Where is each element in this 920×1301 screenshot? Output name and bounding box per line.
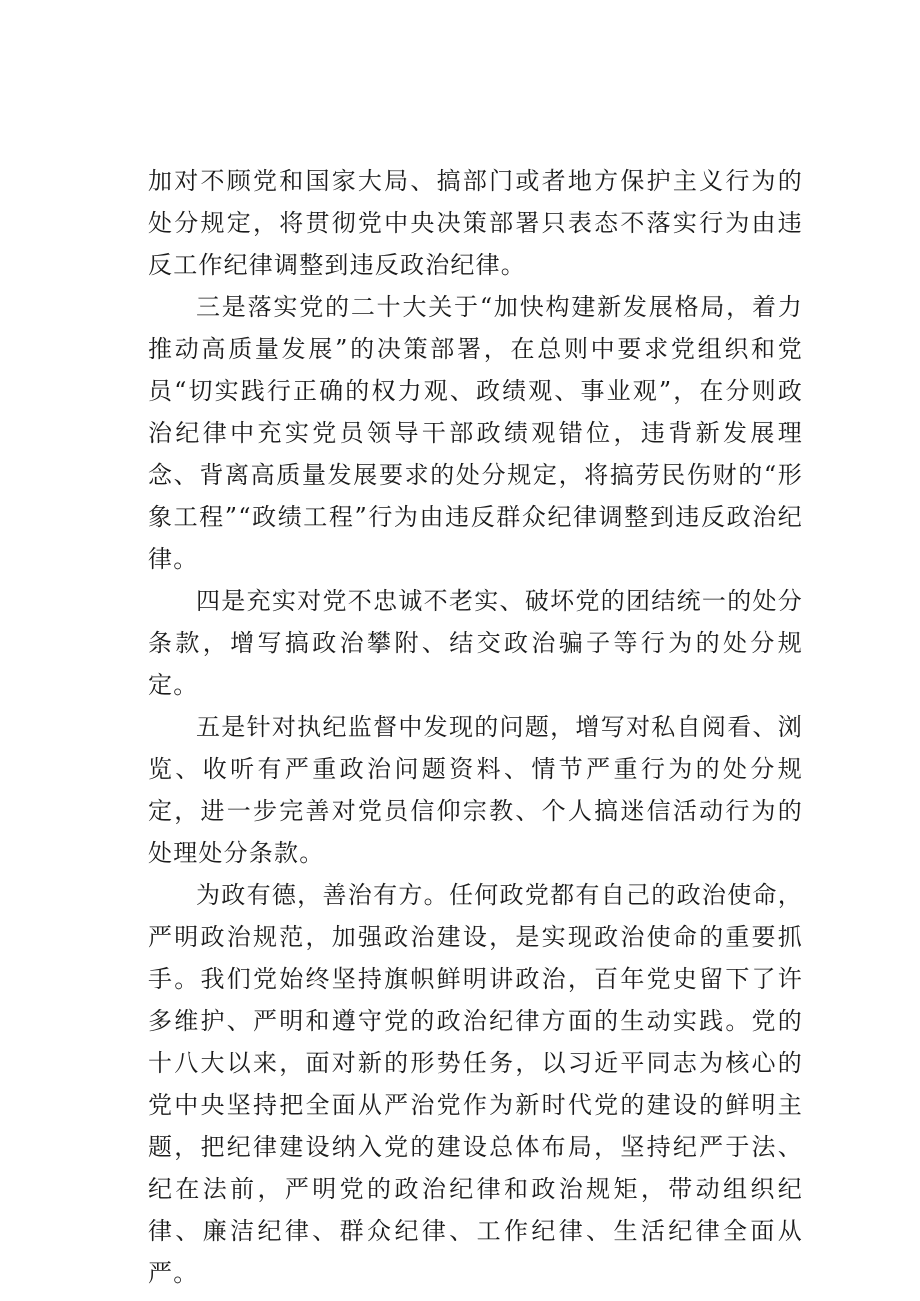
paragraph-continuation: 加对不顾党和国家大局、搞部门或者地方保护主义行为的处分规定，将贯彻党中央决策部署只表态不落实行为由违反工作纪律调整到违反政治纪律。 <box>148 167 803 279</box>
paragraph-point-five: 五是针对执纪监督中发现的问题，增写对私自阅看、浏览、收听有严重政治问题资料、情节严重行为的处分规定，进一步完善对党员信仰宗教、个人搞迷信活动行为的处理处分条款。 <box>148 713 803 867</box>
paragraph-conclusion: 为政有德，善治有方。任何政党都有自己的政治使命，严明政治规范，加强政治建设，是实现政治使命的重要抓手。我们党始终坚持旗帜鲜明讲政治，百年党史留下了许多维护、严明和遵守党的政治纪律方面的生动实践。党的十八大以来，面对新的形势任务，以习近平同志为核心的党中央坚持把全面从严治党作为新时代党的建设的鲜明主题，把纪律建设纳入党的建设总体布局，坚持纪严于法、纪在法前，严明党的政治纪律和政治规矩，带动组织纪律、廉洁纪律、群众纪律、工作纪律、生活纪律全面从严。 <box>148 881 803 1287</box>
paragraph-point-four: 四是充实对党不忠诚不老实、破坏党的团结统一的处分条款，增写搞政治攀附、结交政治骗子等行为的处分规定。 <box>148 587 803 699</box>
paragraph-point-three: 三是落实党的二十大关于“加快构建新发展格局，着力推动高质量发展”的决策部署，在总则中要求党组织和党员“切实践行正确的权力观、政绩观、事业观”，在分则政治纪律中充实党员领导干部政绩观错位，违背新发展理念、背离高质量发展要求的处分规定，将搞劳民伤财的“形象工程”“政绩工程”行为由违反群众纪律调整到违反政治纪律。 <box>148 293 803 573</box>
document-body <box>148 160 803 1294</box>
